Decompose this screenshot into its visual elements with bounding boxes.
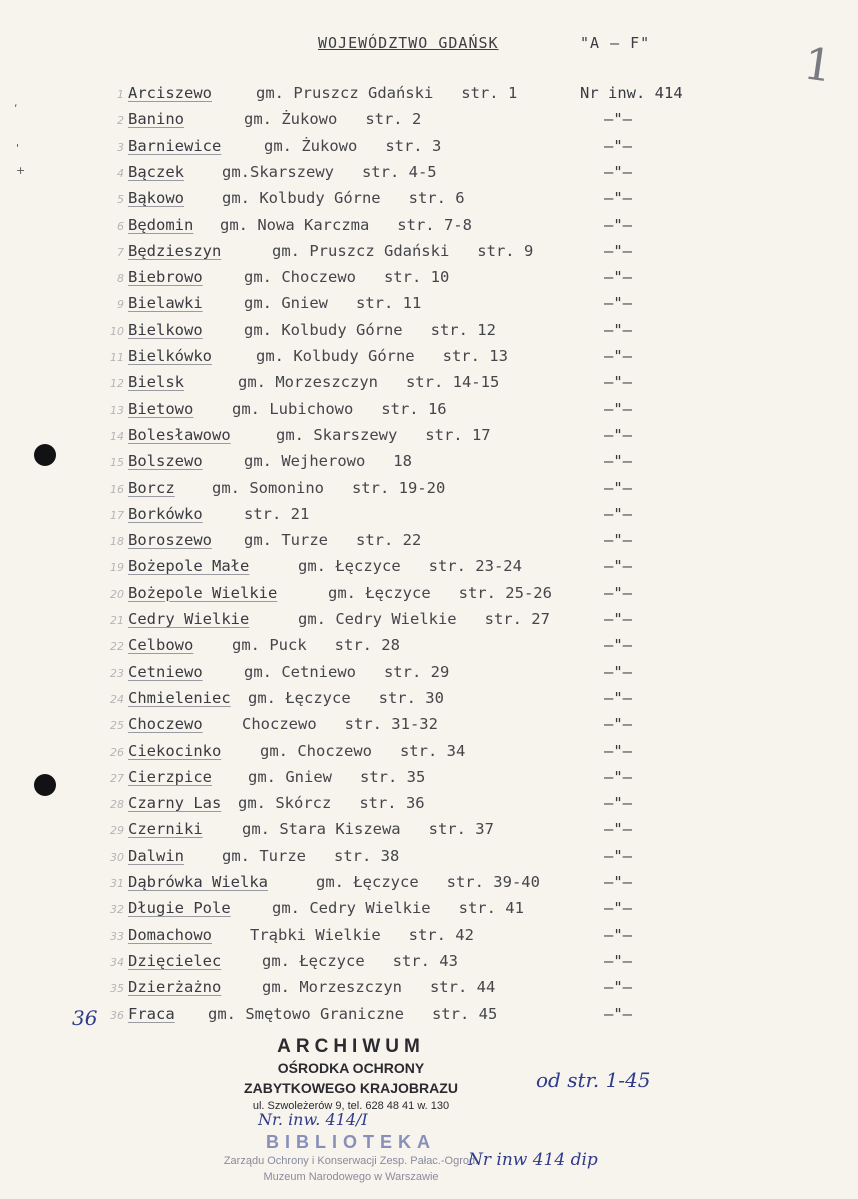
entry-name: Bożepole Małe bbox=[128, 557, 250, 576]
entry-inventory: –"– bbox=[604, 899, 632, 918]
table-row bbox=[0, 452, 858, 478]
entry-name: Bielkówko bbox=[128, 347, 212, 365]
entry-inventory: –"– bbox=[604, 662, 632, 681]
entry-details: gm. Kolbudy Górne str. 6 bbox=[222, 189, 465, 208]
entry-number: 8 bbox=[117, 272, 124, 286]
entry-inventory: –"– bbox=[604, 531, 632, 550]
entry-name: Choczewo bbox=[128, 715, 203, 734]
table-row bbox=[0, 978, 858, 1004]
entry-inventory: –"– bbox=[604, 794, 632, 813]
entry-name: Celbowo bbox=[128, 636, 194, 655]
table-row bbox=[0, 110, 858, 136]
entry-number: 35 bbox=[110, 982, 124, 996]
entry-inventory: –"– bbox=[604, 557, 632, 576]
archive-stamp bbox=[220, 1036, 482, 1112]
table-row bbox=[0, 689, 858, 715]
entry-details: gm. Turze str. 38 bbox=[222, 846, 400, 865]
library-stamp bbox=[220, 1132, 482, 1185]
entry-inventory: –"– bbox=[604, 452, 632, 471]
entry-details: gm. Cedry Wielkie str. 41 bbox=[272, 899, 524, 918]
entry-inventory: –"– bbox=[604, 189, 632, 208]
entry-number: 32 bbox=[110, 903, 124, 917]
entry-details: gm. Morzeszczyn str. 14-15 bbox=[238, 373, 500, 392]
table-row bbox=[0, 373, 858, 399]
entry-name: Ciekocinko bbox=[128, 741, 222, 760]
entry-details: gm. Lubichowo str. 16 bbox=[232, 399, 447, 418]
entry-details: gm. Żukowo str. 2 bbox=[244, 110, 422, 129]
entry-details: gm. Somonino str. 19-20 bbox=[212, 478, 446, 497]
entry-name: Bolesławowo bbox=[128, 425, 231, 444]
entry-number: 19 bbox=[110, 561, 124, 575]
table-row bbox=[0, 899, 858, 925]
entry-number: 36 bbox=[110, 1008, 124, 1022]
entry-name: Bielsk bbox=[128, 373, 184, 392]
entry-number: 28 bbox=[110, 798, 124, 812]
entry-name: Borkówko bbox=[128, 504, 203, 523]
entry-inventory: –"– bbox=[604, 268, 632, 287]
entry-number: 15 bbox=[110, 456, 124, 470]
entry-inventory: –"– bbox=[604, 399, 632, 418]
entry-inventory: –"– bbox=[604, 767, 632, 786]
entry-number: 11 bbox=[110, 351, 124, 364]
entry-inventory: Nr inw. 414 bbox=[580, 84, 683, 102]
entry-details: gm. Skórcz str. 36 bbox=[238, 794, 425, 813]
table-row bbox=[0, 873, 858, 899]
table-row bbox=[0, 84, 858, 110]
entry-details: Choczewo str. 31-32 bbox=[242, 715, 438, 734]
entry-number: 10 bbox=[110, 324, 124, 338]
table-row bbox=[0, 768, 858, 794]
library-stamp-line-3: Muzeum Narodowego w Warszawie bbox=[263, 1171, 439, 1183]
table-row bbox=[0, 820, 858, 846]
entry-inventory: –"– bbox=[604, 846, 632, 865]
entry-name: Biebrowo bbox=[128, 268, 203, 287]
table-row bbox=[0, 242, 858, 268]
stamp-line-1: ARCHIWUM bbox=[277, 1036, 425, 1057]
header-range: "A – F" bbox=[580, 34, 651, 52]
entry-details: gm. Łęczyce str. 39-40 bbox=[316, 873, 540, 891]
margin-tick: , bbox=[14, 96, 18, 109]
table-row bbox=[0, 479, 858, 505]
entry-details: gm. Choczewo str. 10 bbox=[244, 268, 450, 287]
entry-details: gm. Gniew str. 35 bbox=[248, 767, 426, 786]
entry-name: Cetniewo bbox=[128, 662, 203, 681]
entry-details: gm. Cedry Wielkie str. 27 bbox=[298, 610, 550, 628]
table-row bbox=[0, 505, 858, 531]
table-row bbox=[0, 794, 858, 820]
entry-number: 2 bbox=[117, 114, 124, 128]
entry-number: 24 bbox=[110, 692, 124, 706]
entry-number: 30 bbox=[110, 850, 124, 864]
table-row bbox=[0, 1005, 858, 1031]
handwritten-count: 36 bbox=[72, 1006, 98, 1030]
entry-number: 17 bbox=[110, 508, 124, 522]
entry-number: 5 bbox=[117, 193, 124, 207]
entry-details: gm. Choczewo str. 34 bbox=[260, 741, 466, 760]
entry-inventory: –"– bbox=[604, 978, 632, 997]
entry-name: Bielkowo bbox=[128, 320, 203, 339]
entry-name: Będzieszyn bbox=[128, 241, 222, 260]
entry-inventory: –"– bbox=[604, 951, 632, 970]
entry-number: 9 bbox=[117, 298, 124, 312]
entry-number: 27 bbox=[110, 771, 124, 785]
entry-inventory: –"– bbox=[604, 715, 632, 734]
stamp-line-3: ZABYTKOWEGO KRAJOBRAZU bbox=[244, 1080, 458, 1096]
entry-inventory: –"– bbox=[604, 425, 632, 444]
entry-number: 6 bbox=[117, 219, 124, 233]
entry-details: Trąbki Wielkie str. 42 bbox=[250, 925, 474, 944]
table-row bbox=[0, 294, 858, 320]
table-row bbox=[0, 610, 858, 636]
library-stamp-line-2: Zarządu Ochrony i Konserwacji Zesp. Pałac.-Ogrod. bbox=[223, 1155, 479, 1167]
stamp-line-2: OŚRODKA OCHRONY bbox=[277, 1060, 425, 1076]
entry-details: gm. Łęczyce str. 30 bbox=[248, 688, 444, 707]
entry-number: 26 bbox=[110, 745, 124, 759]
entry-details: gm.Skarszewy str. 4-5 bbox=[222, 162, 437, 181]
entry-details: gm. Kolbudy Górne str. 13 bbox=[256, 347, 508, 365]
entry-name: Bączek bbox=[128, 162, 184, 181]
table-row bbox=[0, 742, 858, 768]
entry-number: 18 bbox=[110, 535, 124, 549]
entry-name: Bąkowo bbox=[128, 189, 184, 208]
table-row bbox=[0, 426, 858, 452]
entry-name: Bolszewo bbox=[128, 452, 203, 471]
entry-details: gm. Turze str. 22 bbox=[244, 531, 422, 550]
table-row bbox=[0, 268, 858, 294]
entry-inventory: –"– bbox=[604, 873, 632, 891]
entry-inventory: –"– bbox=[604, 741, 632, 760]
table-row bbox=[0, 163, 858, 189]
entry-number: 29 bbox=[110, 824, 124, 838]
entry-number: 34 bbox=[110, 955, 124, 969]
entry-name: Cedry Wielkie bbox=[128, 610, 250, 628]
entry-details: gm. Łęczyce str. 23-24 bbox=[298, 557, 522, 576]
entry-inventory: –"– bbox=[604, 583, 632, 602]
entry-details: gm. Żukowo str. 3 bbox=[264, 136, 442, 155]
corner-page-mark: 1 bbox=[800, 38, 836, 93]
entry-name: Boroszewo bbox=[128, 531, 212, 550]
entry-details: gm. Łęczyce str. 25-26 bbox=[328, 583, 552, 602]
entry-number: 22 bbox=[110, 640, 124, 654]
entry-inventory: –"– bbox=[604, 373, 632, 392]
entry-name: Będomin bbox=[128, 215, 194, 234]
handwritten-page-range: od str. 1-45 bbox=[536, 1068, 651, 1092]
entry-name: Domachowo bbox=[128, 925, 212, 944]
entry-details: gm. Łęczyce str. 43 bbox=[262, 951, 458, 970]
entry-name: Bielawki bbox=[128, 294, 203, 313]
entry-name: Arciszewo bbox=[128, 84, 212, 102]
entry-number: 31 bbox=[110, 877, 124, 890]
entry-number: 7 bbox=[117, 245, 124, 259]
entry-name: Dalwin bbox=[128, 846, 184, 865]
entry-inventory: –"– bbox=[604, 110, 632, 129]
entry-inventory: –"– bbox=[604, 347, 632, 365]
handwritten-inventory-mid: Nr. inw. 414/I bbox=[258, 1110, 368, 1129]
entry-inventory: –"– bbox=[604, 636, 632, 655]
entry-details: gm. Gniew str. 11 bbox=[244, 294, 422, 313]
entry-number: 33 bbox=[110, 929, 124, 943]
entry-number: 3 bbox=[117, 140, 124, 154]
entry-number: 16 bbox=[110, 482, 124, 496]
entry-inventory: –"– bbox=[604, 688, 632, 707]
entry-inventory: –"– bbox=[604, 215, 632, 234]
table-row bbox=[0, 584, 858, 610]
entry-name: Chmieleniec bbox=[128, 688, 231, 707]
handwritten-inventory: Nr inw 414 dip bbox=[468, 1150, 598, 1170]
table-row bbox=[0, 531, 858, 557]
table-row bbox=[0, 557, 858, 583]
entry-inventory: –"– bbox=[604, 294, 632, 313]
entry-details: gm. Skarszewy str. 17 bbox=[276, 425, 491, 444]
margin-tick: ' bbox=[16, 142, 20, 155]
entry-number: 1 bbox=[117, 88, 124, 101]
table-row bbox=[0, 847, 858, 873]
entry-name: Banino bbox=[128, 110, 184, 129]
entry-name: Bożepole Wielkie bbox=[128, 583, 278, 602]
entry-details: gm. Stara Kiszewa str. 37 bbox=[242, 820, 494, 839]
table-row bbox=[0, 321, 858, 347]
entry-details: str. 21 bbox=[244, 504, 310, 523]
entry-name: Długie Pole bbox=[128, 899, 231, 918]
entry-details: gm. Kolbudy Górne str. 12 bbox=[244, 320, 496, 339]
entry-details: gm. Smętowo Graniczne str. 45 bbox=[208, 1004, 498, 1023]
entry-inventory: –"– bbox=[604, 162, 632, 181]
entry-inventory: –"– bbox=[604, 820, 632, 839]
entry-name: Barniewice bbox=[128, 136, 222, 155]
entry-inventory: –"– bbox=[604, 1004, 632, 1023]
entry-name: Fraca bbox=[128, 1004, 175, 1023]
entry-name: Dąbrówka Wielka bbox=[128, 873, 268, 891]
entry-name: Bietowo bbox=[128, 399, 194, 418]
entry-details: gm. Cetniewo str. 29 bbox=[244, 662, 450, 681]
entry-number: 25 bbox=[110, 719, 124, 733]
entry-inventory: –"– bbox=[604, 241, 632, 260]
table-row bbox=[0, 137, 858, 163]
entry-number: 13 bbox=[110, 403, 124, 417]
entry-number: 4 bbox=[117, 166, 124, 180]
table-row bbox=[0, 663, 858, 689]
header-title: WOJEWÓDZTWO GDAŃSK bbox=[318, 34, 499, 52]
margin-tick: + bbox=[16, 164, 26, 177]
entry-name: Dzierżażno bbox=[128, 978, 222, 997]
entry-name: Czerniki bbox=[128, 820, 203, 839]
table-row bbox=[0, 952, 858, 978]
entry-details: gm. Puck str. 28 bbox=[232, 636, 400, 655]
entry-name: Czarny Las bbox=[128, 794, 222, 813]
table-row bbox=[0, 926, 858, 952]
stamp-line-4: ul. Szwoleżerów 9, tel. 628 48 41 w. 130 bbox=[252, 1100, 450, 1112]
entry-number: 14 bbox=[110, 429, 124, 443]
entry-inventory: –"– bbox=[604, 478, 632, 497]
entry-details: gm. Pruszcz Gdański str. 1 bbox=[256, 84, 518, 102]
entry-details: gm. Morzeszczyn str. 44 bbox=[262, 978, 496, 997]
entry-number: 21 bbox=[110, 614, 124, 627]
entry-name: Borcz bbox=[128, 478, 175, 497]
entry-inventory: –"– bbox=[604, 504, 632, 523]
entry-name: Dzięcielec bbox=[128, 951, 222, 970]
table-row bbox=[0, 636, 858, 662]
entry-number: 23 bbox=[110, 666, 124, 680]
library-stamp-line-1: BIBLIOTEKA bbox=[266, 1132, 436, 1152]
table-row bbox=[0, 189, 858, 215]
table-row bbox=[0, 216, 858, 242]
document-header bbox=[318, 34, 651, 52]
entry-number: 12 bbox=[110, 377, 124, 391]
entry-details: gm. Nowa Karczma str. 7-8 bbox=[220, 215, 472, 234]
entry-inventory: –"– bbox=[604, 320, 632, 339]
entry-inventory: –"– bbox=[604, 610, 632, 628]
entry-inventory: –"– bbox=[604, 925, 632, 944]
entry-number: 20 bbox=[110, 587, 124, 601]
entry-details: gm. Wejherowo 18 bbox=[244, 452, 412, 471]
table-row bbox=[0, 715, 858, 741]
entry-name: Cierzpice bbox=[128, 767, 212, 786]
table-row bbox=[0, 347, 858, 373]
entry-inventory: –"– bbox=[604, 136, 632, 155]
entry-details: gm. Pruszcz Gdański str. 9 bbox=[272, 241, 534, 260]
table-row bbox=[0, 400, 858, 426]
